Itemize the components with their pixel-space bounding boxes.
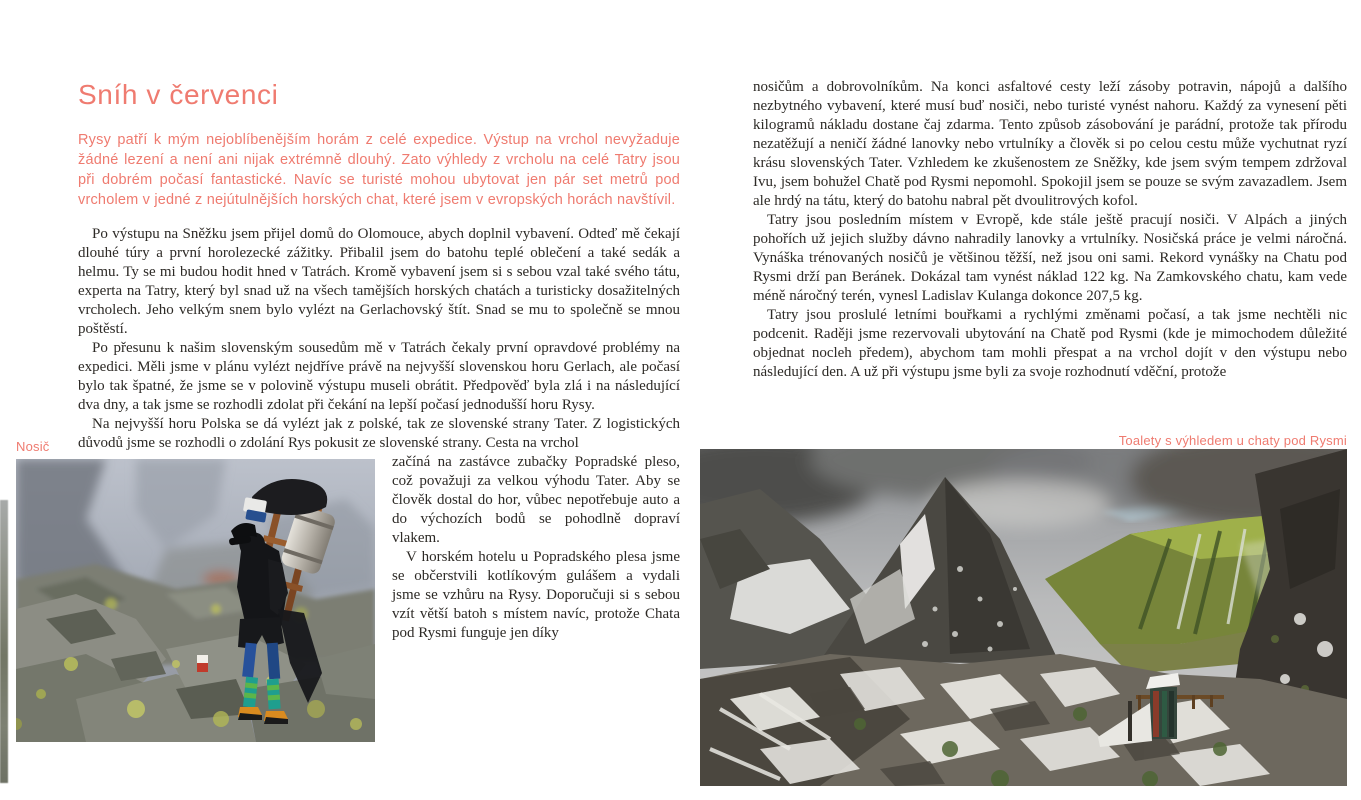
body-paragraph: nosičům a dobrovolníkům. Na konci asfaltové cesty leží zásoby potravin, nápojů a dalšího nezbytného vybavení, které musí buď nosiči, nebo turisté vynést nahoru. Každý za vynesení pěti kilogramů nákladu dostane čaj zdarma. Tento způsob zásobování je parádní, protože tak přírodu nezatěžují a neničí žádné lanovky nebo vrtulníky a člověk si po celou cestu může vychutnat ryzí krásu slovenských Tater. Vzhledem ke zkušenostem ze Sněžky, kde jsem svým tempem zdržoval Ivu, jsem bohužel Chatě pod Rysmi nepomohl. Spokojil jsem se pouze se svým zavazadlem. Jsem ale hrdý na tátu, který do batohu nabral pět dvoulitrových kofol. <box>753 79 1347 209</box>
body-paragraph: Tatry jsou proslulé letními bouřkami a rychlými změnami počasí, a tak jsme nechtěli nic podcenit. Raději jsme rezervovali ubytování na Chatě pod Rysmi (kde je mimochodem důležité objednat nocleh předem), abychom tam mohli přespat a na vrchol dojít v den výstupu nebo následující den. A už při výstupu jsme byli za svoje rozhodnutí vděční, protože <box>753 307 1347 380</box>
porter-photo-figure <box>16 439 375 742</box>
body-paragraph: Po přesunu k našim slovenským sousedům mě v Tatrách čekaly první opravdové problémy na expedici. Měli jsme v plánu vylézt nejdříve právě na nejvyšší slovenskou horu Gerlach, ale počasí bylo tak špatné, že jsme se v polovině výstupu museli obrátit. Předpověď byla zlá i na následující dva dny, a tak jsme se rozhodli zdolat při čekání na lepší počasí jednodušší horu Rysy. <box>78 340 680 413</box>
mountain-hut-photo-figure <box>700 449 1347 786</box>
page-spread-edge-photo-bleed <box>0 500 8 783</box>
body-paragraph: V horském hotelu u Popradského plesa jsme se občerstvili kotlíkovým gulášem a vydali jsme se vzhůru na Rysy. Doporučuji si s sebou vzít větší batoh s místem navíc, protože Chata pod Rysmi funguje jen díky <box>392 549 680 641</box>
mountain-photo-caption: Toalety s výhledem u chaty pod Rysmi <box>1118 433 1347 448</box>
body-paragraph: Tatry jsou posledním místem v Evropě, kde stále ještě pracují nosiči. V Alpách a jiných pohořích už jejich služby dávno nahradily lanovky a vrtulníky. Nosičská práce je velmi náročná. Vynáška trénovaných nosičů je většinou těžší, než jsou oni sami. Rekord vynášky na Chatu pod Rysmi drží pan Beránek. Dokázal tam vynést náklad 122 kg. Na Zamkovského chatu, kam vede méně náročný terén, vynesl Ladislav Kulanga dokonce 207,5 kg. <box>753 212 1347 304</box>
porter-photo-caption: Nosič <box>16 439 50 454</box>
body-paragraph: Na nejvyšší horu Polska se dá vylézt jak z polské, tak ze slovenské strany Tater. Z logistických důvodů jsme se rozhodli o zdolání Rys pokusit ze slovenské strany. Cesta na vrchol <box>78 416 680 451</box>
right-page-column <box>753 78 1347 382</box>
body-paragraph: Po výstupu na Sněžku jsem přijel domů do Olomouce, abych doplnil vybavení. Odteď mě čekají dlouhé túry a první horolezecké zážitky. Přibalil jsem do batohu teplé oblečení a také sedák a helmu. Ty se mi budou hodit hned v Tatrách. Kromě vybavení jsem si s sebou vzal také svého tátu, experta na Tatry, který byl snad už na všech tamějších horských chatách a turisticky dosažitelných vrcholech. Jeho velkým snem bylo vylézt na Gerlachovský štít. Snad se mu to společně se mnou poštěstí. <box>78 226 680 337</box>
body-paragraph: začíná na zastávce zubačky Popradské pleso, což považuji za velkou výhodu Tater. Aby se člověk dostal do hor, vůbec nepotřebuje auto a do výchozích bodů se pohodlně dopraví vlakem. <box>392 454 680 546</box>
chapter-intro: Rysy patří k mým nejoblíbenějším horám z celé expedice. Výstup na vrchol nevyžaduje žádné lezení a není ani nijak extrémně dlouhý. Zato výhledy z vrcholu na celé Tatry jsou při dobrém počasí fantastické. Navíc se turisté mohou ubytovat jen pár set metrů pod vrcholem v jedné z nejútulnějších horských chat, které jsem v evropských horách navštívil. <box>78 132 680 208</box>
porter-photo <box>16 459 375 742</box>
left-page-column <box>16 79 680 742</box>
chapter-title: Sníh v červenci <box>78 79 279 110</box>
mountain-hut-photo <box>700 449 1347 786</box>
